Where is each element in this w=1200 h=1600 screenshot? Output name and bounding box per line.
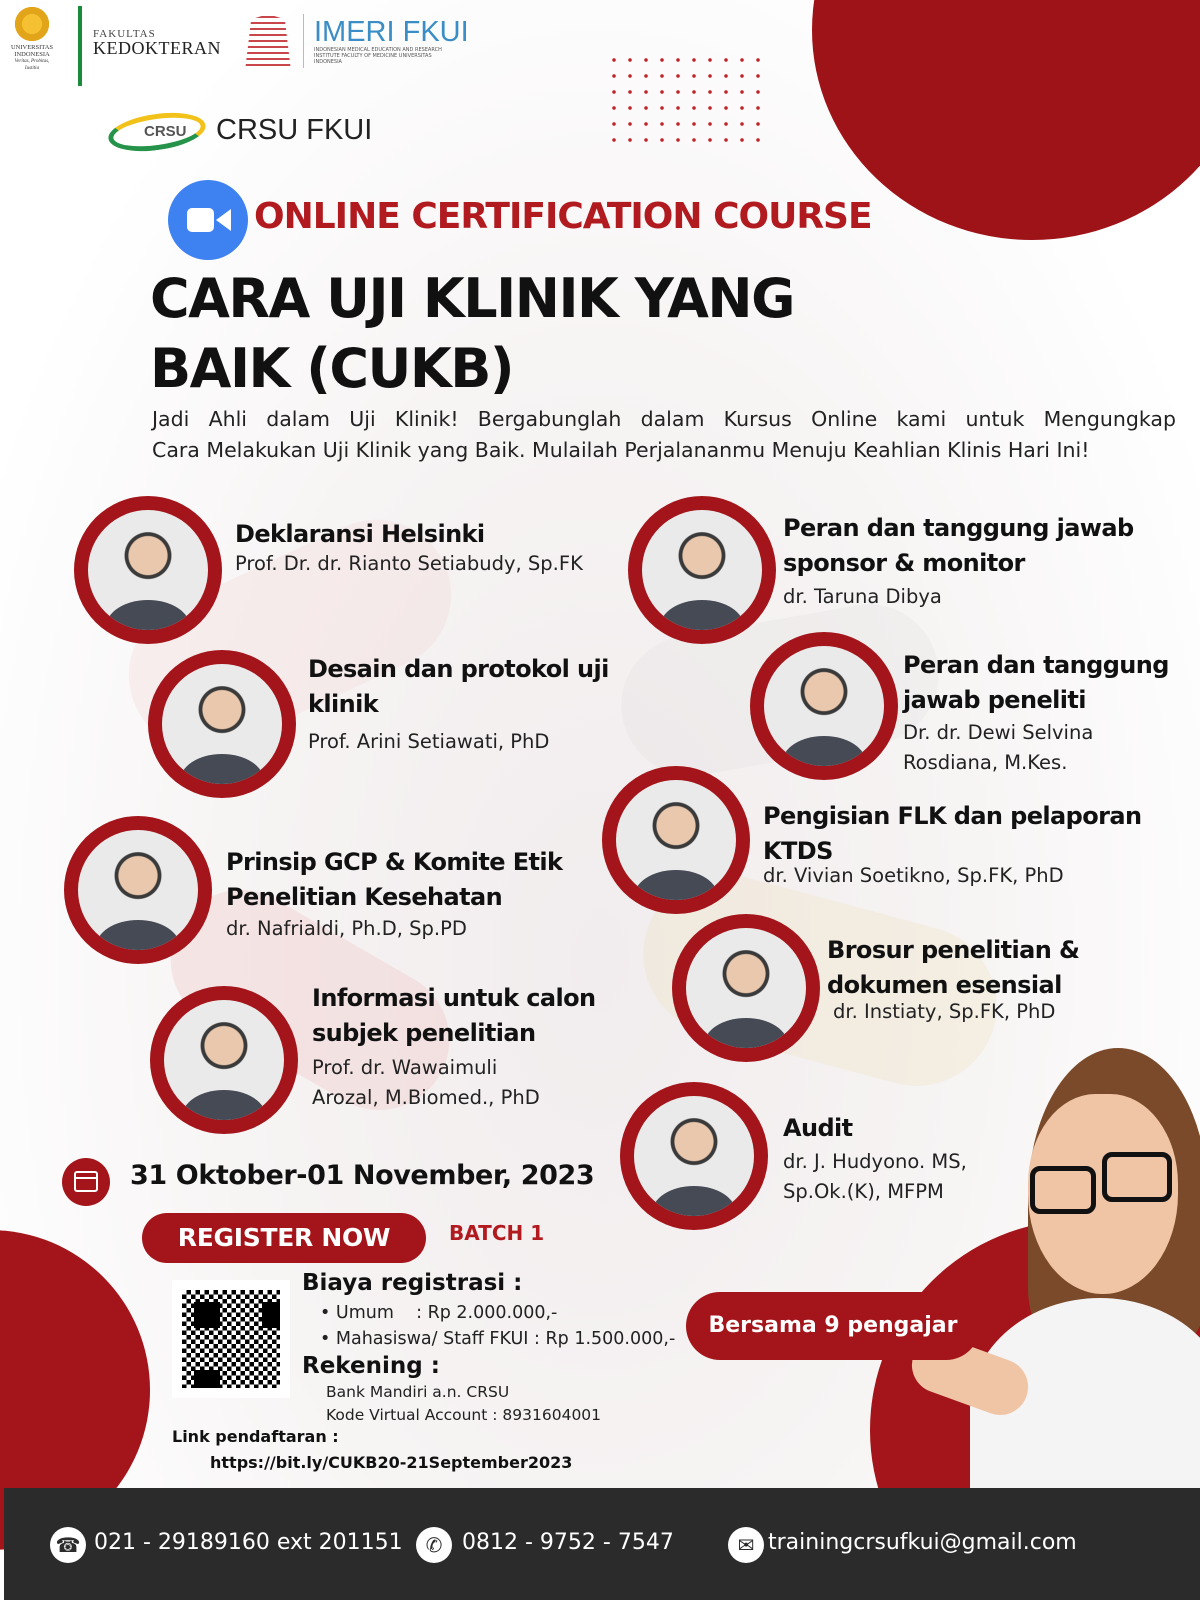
speaker-topic: Penelitian Kesehatan — [226, 883, 503, 911]
speaker-topic: Audit — [783, 1114, 853, 1142]
speaker-name: Prof. dr. Wawaimuli — [312, 1056, 498, 1079]
speaker-topic: Peran dan tanggung jawab — [783, 514, 1134, 542]
speaker-photo — [148, 650, 296, 798]
crsu-logo — [108, 110, 208, 154]
speaker-name: dr. Taruna Dibya — [783, 585, 942, 608]
zoom-camera-icon — [168, 180, 248, 260]
speaker-photo — [74, 496, 222, 644]
intro-line-2: Cara Melakukan Uji Klinik yang Baik. Mulailah Perjalananmu Menuju Keahlian Klinis Hari Ini! — [152, 438, 1090, 462]
crsu-logo-label: CRSU — [144, 123, 187, 140]
speaker-name: Rosdiana, M.Kes. — [903, 751, 1068, 774]
ui-motto: Veritas, Probitas, Iustitia — [14, 59, 50, 71]
speaker-topic: subjek penelitian — [312, 1019, 536, 1047]
footer-phone[interactable]: 021 - 29189160 ext 201151 — [94, 1530, 403, 1555]
speaker-topic: Prinsip GCP & Komite Etik — [226, 848, 563, 876]
registration-link[interactable]: https://bit.ly/CUKB20-21September2023 — [210, 1453, 573, 1472]
doctor-illustration — [880, 1048, 1200, 1488]
title-line-1: CARA UJI KLINIK YANG — [150, 267, 794, 330]
account-va: Kode Virtual Account : 8931604001 — [326, 1406, 602, 1424]
speaker-topic: Pengisian FLK dan pelaporan — [763, 802, 1142, 830]
imeri-title: IMERI FKUI — [314, 16, 469, 48]
fee-mahasiswa: • Mahasiswa/ Staff FKUI : Rp 1.500.000,- — [320, 1329, 676, 1349]
intro-text — [152, 404, 1176, 466]
title-line-2: BAIK (CUKB) — [150, 337, 514, 400]
batch-label: BATCH 1 — [449, 1221, 545, 1245]
calendar-icon — [62, 1158, 110, 1206]
speaker-name: Prof. Arini Setiawati, PhD — [308, 730, 550, 753]
decor-dot-grid — [606, 52, 766, 152]
speaker-name: dr. J. Hudyono. MS, — [783, 1150, 967, 1173]
speaker-topic: Desain dan protokol uji — [308, 655, 609, 683]
speaker-photo — [150, 986, 298, 1134]
teacher-count-badge: Bersama 9 pengajar — [686, 1292, 980, 1360]
speaker-topic: Informasi untuk calon — [312, 984, 596, 1012]
faculty-label-small: FAKULTAS — [93, 28, 156, 40]
speaker-topic: Brosur penelitian & — [827, 936, 1080, 964]
speaker-topic: KTDS — [763, 837, 833, 865]
speaker-topic: klinik — [308, 690, 379, 718]
footer-whatsapp[interactable]: 0812 - 9752 - 7547 — [462, 1530, 674, 1555]
speaker-photo — [64, 816, 212, 964]
register-button[interactable]: REGISTER NOW — [142, 1213, 426, 1263]
speaker-name: dr. Instiaty, Sp.FK, PhD — [833, 1000, 1056, 1023]
speaker-topic: Peran dan tanggung — [903, 651, 1169, 679]
footer-email[interactable]: trainingcrsufkui@gmail.com — [768, 1530, 1077, 1555]
divider — [78, 6, 82, 86]
speaker-photo — [672, 914, 820, 1062]
ui-logo-text: UNIVERSITAS INDONESIA — [10, 44, 54, 58]
makara-icon — [12, 4, 52, 44]
speaker-name: Arozal, M.Biomed., PhD — [312, 1086, 540, 1109]
speaker-photo — [628, 496, 776, 644]
speaker-topic: jawab peneliti — [903, 686, 1086, 714]
course-subtitle: ONLINE CERTIFICATION COURSE — [254, 196, 872, 237]
speaker-topic: sponsor & monitor — [783, 549, 1025, 577]
faculty-label-big: KEDOKTERAN — [93, 38, 221, 58]
account-heading: Rekening : — [302, 1353, 440, 1379]
intro-line-1: Jadi Ahli dalam Uji Klinik! Bergabunglah dalam Kursus Online kami untuk Mengungkap — [152, 407, 1176, 431]
link-heading: Link pendaftaran : — [172, 1427, 339, 1446]
fee-heading: Biaya registrasi : — [302, 1270, 523, 1296]
crsu-name: CRSU FKUI — [216, 114, 373, 146]
speaker-topic: Deklaransi Helsinki — [235, 520, 485, 548]
fee-umum: • Umum : Rp 2.000.000,- — [320, 1303, 558, 1323]
imeri-subtitle: INDONESIAN MEDICAL EDUCATION AND RESEARCH INSTITUTE FACULTY OF MEDICINE UNIVERSITAS INDONESIA — [314, 47, 442, 65]
speaker-photo — [620, 1082, 768, 1230]
speaker-topic: dokumen esensial — [827, 971, 1062, 999]
speaker-name: dr. Vivian Soetikno, Sp.FK, PhD — [763, 864, 1064, 887]
phone-icon: ☎ — [50, 1527, 86, 1563]
page-title — [150, 264, 870, 404]
mail-icon: ✉ — [728, 1527, 764, 1563]
account-bank: Bank Mandiri a.n. CRSU — [326, 1383, 510, 1401]
whatsapp-icon: ✆ — [416, 1527, 452, 1563]
divider — [303, 14, 304, 68]
event-date: 31 Oktober-01 November, 2023 — [130, 1160, 595, 1191]
speaker-name: Prof. Dr. dr. Rianto Setiabudy, Sp.FK — [235, 552, 583, 575]
speaker-name: Dr. dr. Dewi Selvina — [903, 721, 1094, 744]
qr-code[interactable] — [172, 1280, 290, 1398]
universitas-indonesia-logo — [8, 4, 56, 80]
speaker-photo — [750, 632, 898, 780]
speaker-name: Sp.Ok.(K), MFPM — [783, 1180, 944, 1203]
speaker-photo — [602, 766, 750, 914]
speaker-name: dr. Nafrialdi, Ph.D, Sp.PD — [226, 917, 467, 940]
